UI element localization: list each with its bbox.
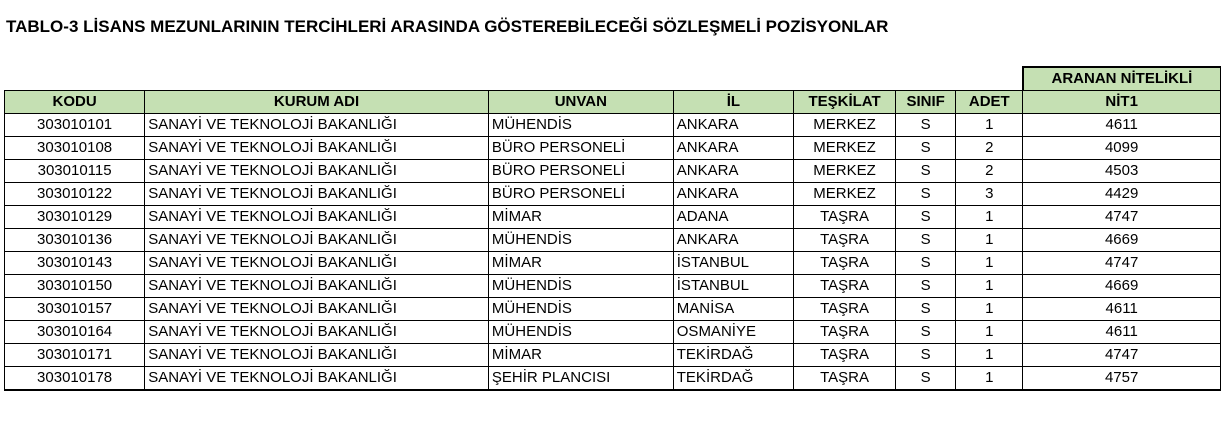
col-header-adet: ADET [956,91,1023,114]
col-header-teskilat: TEŞKİLAT [794,91,896,114]
table-row [5,321,1221,344]
teskilat-cell: MERKEZ [794,114,896,137]
table-row [5,298,1221,321]
kurum-adi-cell: SANAYİ VE TEKNOLOJİ BAKANLIĞI [145,252,489,275]
group-header-row [5,67,1221,91]
unvan-cell: MÜHENDİS [488,298,673,321]
unvan-cell: ŞEHİR PLANCISI [488,367,673,391]
unvan-cell: MÜHENDİS [488,275,673,298]
sinif-cell: S [896,137,956,160]
table-row [5,206,1221,229]
kodu-cell: 303010150 [5,275,145,298]
table-row [5,160,1221,183]
kurum-adi-cell: SANAYİ VE TEKNOLOJİ BAKANLIĞI [145,344,489,367]
sinif-cell: S [896,321,956,344]
nit1-cell: 4747 [1023,344,1221,367]
sinif-cell: S [896,344,956,367]
adet-cell: 1 [956,252,1023,275]
sinif-cell: S [896,206,956,229]
nit1-cell: 4503 [1023,160,1221,183]
col-header-kurum-adi: KURUM ADI [145,91,489,114]
adet-cell: 1 [956,367,1023,391]
positions-table [4,66,1221,391]
il-cell: İSTANBUL [673,252,793,275]
table-body [5,114,1221,391]
il-cell: ANKARA [673,160,793,183]
unvan-cell: MİMAR [488,344,673,367]
col-header-unvan: UNVAN [488,91,673,114]
table-row [5,229,1221,252]
nit1-cell: 4757 [1023,367,1221,391]
adet-cell: 1 [956,206,1023,229]
group-header-aranan: ARANAN NİTELİKLİ [1023,67,1221,91]
col-header-il: İL [673,91,793,114]
il-cell: OSMANİYE [673,321,793,344]
kurum-adi-cell: SANAYİ VE TEKNOLOJİ BAKANLIĞI [145,229,489,252]
adet-cell: 1 [956,321,1023,344]
sinif-cell: S [896,275,956,298]
nit1-cell: 4747 [1023,252,1221,275]
il-cell: ANKARA [673,229,793,252]
teskilat-cell: TAŞRA [794,367,896,391]
unvan-cell: MİMAR [488,252,673,275]
kodu-cell: 303010115 [5,160,145,183]
kurum-adi-cell: SANAYİ VE TEKNOLOJİ BAKANLIĞI [145,206,489,229]
il-cell: ANKARA [673,183,793,206]
kurum-adi-cell: SANAYİ VE TEKNOLOJİ BAKANLIĞI [145,183,489,206]
unvan-cell: MÜHENDİS [488,229,673,252]
sinif-cell: S [896,229,956,252]
kodu-cell: 303010157 [5,298,145,321]
kodu-cell: 303010108 [5,137,145,160]
kodu-cell: 303010122 [5,183,145,206]
teskilat-cell: MERKEZ [794,183,896,206]
nit1-cell: 4611 [1023,114,1221,137]
sinif-cell: S [896,252,956,275]
kodu-cell: 303010136 [5,229,145,252]
col-header-kodu: KODU [5,91,145,114]
kodu-cell: 303010171 [5,344,145,367]
table-row [5,183,1221,206]
unvan-cell: MİMAR [488,206,673,229]
il-cell: ADANA [673,206,793,229]
table-row [5,367,1221,391]
col-header-sinif: SINIF [896,91,956,114]
nit1-cell: 4747 [1023,206,1221,229]
nit1-cell: 4099 [1023,137,1221,160]
kurum-adi-cell: SANAYİ VE TEKNOLOJİ BAKANLIĞI [145,275,489,298]
kurum-adi-cell: SANAYİ VE TEKNOLOJİ BAKANLIĞI [145,321,489,344]
teskilat-cell: TAŞRA [794,206,896,229]
teskilat-cell: MERKEZ [794,137,896,160]
kodu-cell: 303010178 [5,367,145,391]
nit1-cell: 4611 [1023,298,1221,321]
il-cell: ANKARA [673,137,793,160]
adet-cell: 2 [956,160,1023,183]
column-header-row [5,91,1221,114]
kurum-adi-cell: SANAYİ VE TEKNOLOJİ BAKANLIĞI [145,114,489,137]
kodu-cell: 303010143 [5,252,145,275]
il-cell: MANİSA [673,298,793,321]
nit1-cell: 4669 [1023,275,1221,298]
kurum-adi-cell: SANAYİ VE TEKNOLOJİ BAKANLIĞI [145,160,489,183]
col-header-nit1: NİT1 [1023,91,1221,114]
sinif-cell: S [896,183,956,206]
table-row [5,137,1221,160]
sinif-cell: S [896,298,956,321]
nit1-cell: 4669 [1023,229,1221,252]
table-row [5,252,1221,275]
adet-cell: 1 [956,114,1023,137]
teskilat-cell: TAŞRA [794,298,896,321]
table-title: TABLO-3 LİSANS MEZUNLARININ TERCİHLERİ ARASINDA GÖSTEREBİLECEĞİ SÖZLEŞMELİ POZİSYONLAR [6,17,889,36]
unvan-cell: BÜRO PERSONELİ [488,183,673,206]
kodu-cell: 303010129 [5,206,145,229]
teskilat-cell: TAŞRA [794,344,896,367]
unvan-cell: BÜRO PERSONELİ [488,160,673,183]
sinif-cell: S [896,367,956,391]
nit1-cell: 4611 [1023,321,1221,344]
adet-cell: 1 [956,344,1023,367]
kurum-adi-cell: SANAYİ VE TEKNOLOJİ BAKANLIĞI [145,367,489,391]
unvan-cell: BÜRO PERSONELİ [488,137,673,160]
teskilat-cell: TAŞRA [794,252,896,275]
nit1-cell: 4429 [1023,183,1221,206]
kurum-adi-cell: SANAYİ VE TEKNOLOJİ BAKANLIĞI [145,298,489,321]
kurum-adi-cell: SANAYİ VE TEKNOLOJİ BAKANLIĞI [145,137,489,160]
adet-cell: 1 [956,229,1023,252]
adet-cell: 3 [956,183,1023,206]
il-cell: TEKİRDAĞ [673,344,793,367]
unvan-cell: MÜHENDİS [488,321,673,344]
sinif-cell: S [896,114,956,137]
unvan-cell: MÜHENDİS [488,114,673,137]
teskilat-cell: TAŞRA [794,321,896,344]
adet-cell: 2 [956,137,1023,160]
table-row [5,114,1221,137]
sinif-cell: S [896,160,956,183]
table-row [5,344,1221,367]
teskilat-cell: MERKEZ [794,160,896,183]
adet-cell: 1 [956,275,1023,298]
kodu-cell: 303010101 [5,114,145,137]
teskilat-cell: TAŞRA [794,229,896,252]
kodu-cell: 303010164 [5,321,145,344]
table-row [5,275,1221,298]
il-cell: İSTANBUL [673,275,793,298]
il-cell: ANKARA [673,114,793,137]
il-cell: TEKİRDAĞ [673,367,793,391]
adet-cell: 1 [956,298,1023,321]
teskilat-cell: TAŞRA [794,275,896,298]
